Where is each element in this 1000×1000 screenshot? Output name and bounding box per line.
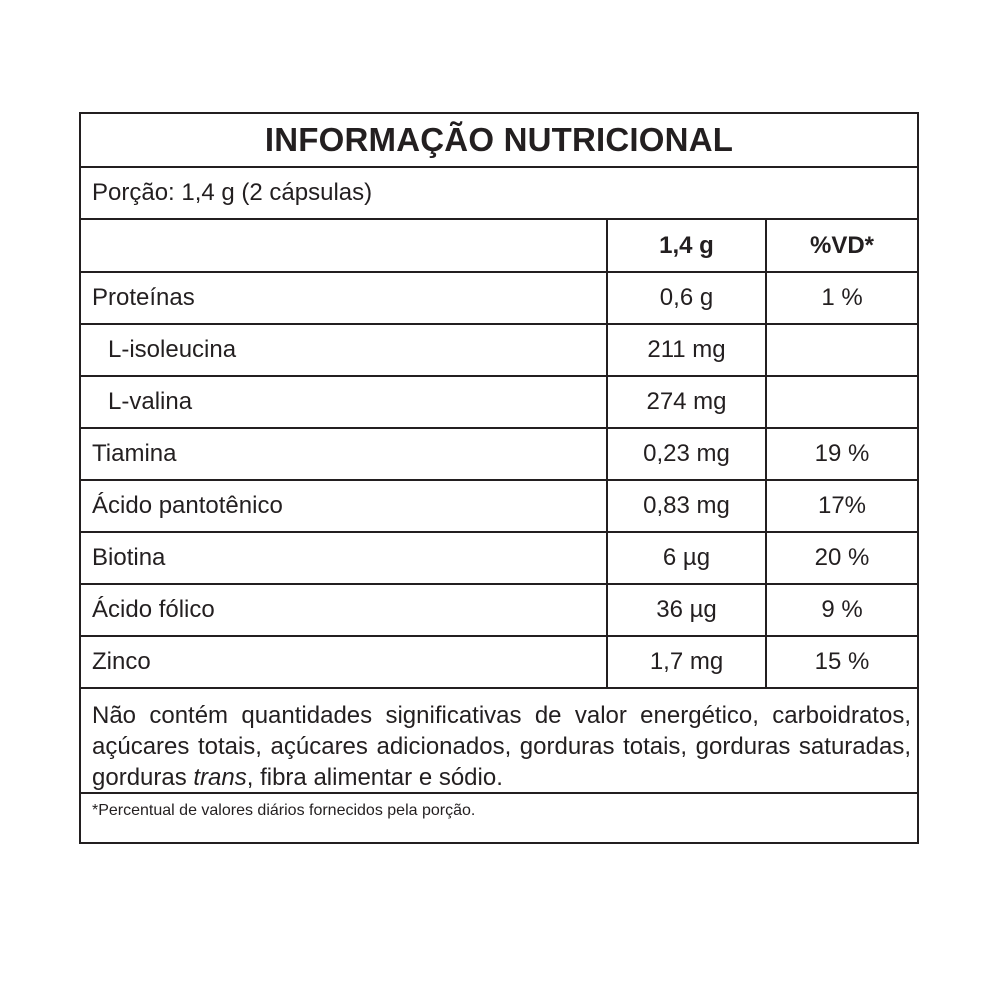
header-amount-cell: 1,4 g: [607, 220, 766, 272]
note-text-italic: trans: [193, 764, 247, 791]
nutrient-name: Tiamina: [81, 428, 607, 480]
header-name-cell: [81, 220, 607, 272]
table-row: [81, 532, 917, 584]
note-text-start: Não contém quantidades significativas de valor energético, carboidratos, açúcares totais, açúcares adicionados, gorduras totais, gorduras saturadas, gorduras: [92, 702, 911, 791]
header-row: [81, 220, 917, 272]
table-row: [81, 636, 917, 688]
nutrient-vd: 17%: [766, 480, 917, 532]
nutrient-name: Biotina: [81, 532, 607, 584]
nutrient-vd: 15 %: [766, 636, 917, 688]
nutrient-vd: 9 %: [766, 584, 917, 636]
nutrient-vd: [766, 376, 917, 428]
nutrient-vd: 1 %: [766, 272, 917, 324]
nutrient-amount: 0,83 mg: [607, 480, 766, 532]
table-row: [81, 480, 917, 532]
nutrient-vd: [766, 324, 917, 376]
nutrient-name: Zinco: [81, 636, 607, 688]
nutrient-amount: 0,6 g: [607, 272, 766, 324]
nutrient-vd: 19 %: [766, 428, 917, 480]
nutrient-name: Ácido fólico: [81, 584, 607, 636]
nutrient-amount: 1,7 mg: [607, 636, 766, 688]
nutrient-amount: 0,23 mg: [607, 428, 766, 480]
nutrient-grid: [81, 220, 917, 689]
note-text-end: , fibra alimentar e sódio.: [246, 764, 503, 791]
daily-value-footnote: *Percentual de valores diários fornecidos pela porção.: [92, 802, 476, 819]
not-significant-note: [81, 690, 917, 794]
table-row: [81, 324, 917, 376]
nutrient-amount: 211 mg: [607, 324, 766, 376]
nutrient-amount: 6 µg: [607, 532, 766, 584]
nutrient-name: L-isoleucina: [81, 324, 607, 376]
header-vd-cell: %VD*: [766, 220, 917, 272]
table-row: [81, 272, 917, 324]
nutrient-name: L-valina: [81, 376, 607, 428]
table-title: INFORMAÇÃO NUTRICIONAL: [81, 114, 917, 168]
table-row: [81, 584, 917, 636]
nutrient-amount: 274 mg: [607, 376, 766, 428]
nutrient-amount: 36 µg: [607, 584, 766, 636]
nutrient-name: Ácido pantotênico: [81, 480, 607, 532]
nutrition-facts-table: [79, 112, 919, 844]
table-row: [81, 376, 917, 428]
nutrient-name: Proteínas: [81, 272, 607, 324]
nutrient-vd: 20 %: [766, 532, 917, 584]
table-row: [81, 428, 917, 480]
portion-size: Porção: 1,4 g (2 cápsulas): [81, 168, 917, 220]
